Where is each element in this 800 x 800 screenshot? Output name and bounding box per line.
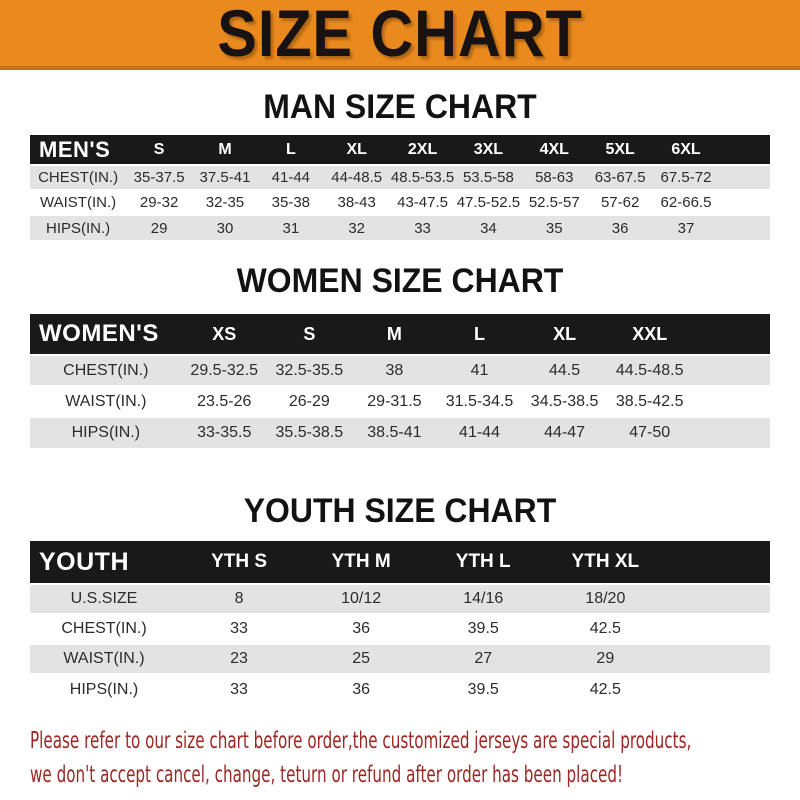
- youth-size-chart-section: [0, 492, 800, 704]
- table-row: [30, 190, 770, 215]
- spacer-cell: [692, 314, 770, 355]
- footnote-line-1: Please refer to our size chart before order,the customized jerseys are special products,: [30, 728, 692, 754]
- cell-value: 33: [230, 680, 248, 698]
- spacer-cell: [666, 674, 770, 704]
- spacer-cell: [666, 584, 770, 614]
- table-header-row: [30, 541, 770, 584]
- youth-size-table: [30, 541, 770, 704]
- size-column-header: XL: [553, 323, 577, 344]
- size-column-header: 4XL: [539, 140, 569, 158]
- table-row: [30, 355, 770, 386]
- footnote: [30, 724, 800, 792]
- table-row: [30, 584, 770, 614]
- women-size-table: [30, 314, 770, 448]
- cell-value: 36: [611, 219, 629, 237]
- size-column-header: YTH M: [331, 551, 391, 572]
- size-column-header: XXL: [632, 323, 668, 344]
- row-label: CHEST(IN.): [61, 620, 147, 637]
- cell-value: 44-47: [544, 424, 586, 441]
- youth-section-title: YOUTH SIZE CHART: [243, 492, 557, 530]
- cell-value: 27: [474, 650, 493, 667]
- size-column-header: L: [285, 140, 296, 158]
- cell-value: 38.5-42.5: [615, 392, 684, 410]
- cell-value: 29-32: [139, 194, 179, 211]
- cell-value: 41-44: [271, 169, 311, 186]
- size-column-header: XL: [346, 140, 367, 158]
- size-column-header: 6XL: [671, 140, 701, 158]
- cell-value: 44.5: [549, 361, 581, 379]
- women-section-title: WOMEN SIZE CHART: [236, 262, 564, 300]
- man-size-chart-section: [0, 88, 800, 240]
- cell-value: 32: [348, 219, 366, 237]
- man-size-table: [30, 135, 770, 240]
- cell-value: 36: [352, 680, 371, 698]
- spacer-cell: [719, 135, 770, 165]
- size-column-header: S: [303, 323, 316, 344]
- table-row: [30, 674, 770, 704]
- table-row: [30, 215, 770, 240]
- table-header-label: YOUTH: [39, 547, 129, 576]
- spacer-cell: [692, 417, 770, 448]
- cell-value: 42.5: [589, 680, 621, 698]
- cell-value: 32.5-35.5: [275, 361, 344, 379]
- cell-value: 37.5-41: [199, 169, 251, 186]
- cell-value: 62-66.5: [660, 194, 712, 211]
- spacer-cell: [666, 614, 770, 644]
- cell-value: 42.5: [589, 620, 621, 637]
- cell-value: 33: [414, 219, 431, 237]
- cell-value: 52.5-57: [528, 194, 580, 211]
- table-header-label: MEN'S: [39, 136, 111, 162]
- cell-value: 29.5-32.5: [190, 361, 259, 379]
- cell-value: 33: [230, 620, 248, 637]
- size-column-header: YTH L: [455, 551, 511, 572]
- table-row: [30, 386, 770, 417]
- cell-value: 25: [352, 650, 371, 667]
- cell-value: 23.5-26: [197, 392, 252, 410]
- cell-value: 35: [545, 219, 563, 237]
- cell-value: 35-37.5: [133, 169, 185, 186]
- cell-value: 38-43: [337, 194, 376, 211]
- row-label: CHEST(IN.): [63, 361, 149, 379]
- cell-value: 39.5: [467, 620, 499, 637]
- row-label: HIPS(IN.): [69, 680, 139, 698]
- table-header-row: [30, 314, 770, 355]
- spacer-cell: [666, 644, 770, 674]
- cell-value: 26-29: [288, 392, 330, 410]
- row-label: HIPS(IN.): [71, 424, 141, 441]
- spacer-cell: [692, 355, 770, 386]
- women-size-chart-section: [0, 262, 800, 448]
- row-label: U.S.SIZE: [70, 590, 138, 607]
- size-column-header: M: [218, 140, 232, 158]
- size-column-header: YTH XL: [571, 551, 640, 572]
- cell-value: 23: [230, 650, 248, 667]
- table-header-label: WOMEN'S: [39, 320, 159, 347]
- cell-value: 53.5-58: [462, 169, 514, 186]
- cell-value: 31.5-34.5: [445, 392, 514, 410]
- cell-value: 29-31.5: [367, 392, 422, 410]
- cell-value: 14/16: [463, 590, 504, 607]
- cell-value: 67.5-72: [660, 169, 712, 186]
- cell-value: 35.5-38.5: [275, 424, 344, 441]
- cell-value: 47-50: [629, 424, 671, 441]
- cell-value: 47.5-52.5: [456, 194, 521, 211]
- row-label: WAIST(IN.): [63, 650, 145, 667]
- cell-value: 33-35.5: [197, 424, 252, 441]
- cell-value: 31: [282, 219, 300, 237]
- banner: [0, 0, 800, 70]
- page-title: SIZE CHART: [217, 0, 583, 70]
- row-label: CHEST(IN.): [38, 169, 119, 186]
- size-column-header: YTH S: [211, 551, 268, 572]
- cell-value: 34.5-38.5: [530, 392, 599, 410]
- row-label: WAIST(IN.): [65, 392, 147, 410]
- cell-value: 58-63: [535, 169, 574, 186]
- spacer-cell: [719, 165, 770, 190]
- cell-value: 38: [385, 361, 404, 379]
- footnote-line-2: we don't accept cancel, change, teturn or refund after order has been placed!: [30, 762, 624, 788]
- cell-value: 29: [150, 219, 168, 237]
- row-label: WAIST(IN.): [40, 194, 117, 211]
- cell-value: 10/12: [341, 590, 382, 607]
- spacer-cell: [692, 386, 770, 417]
- table-row: [30, 644, 770, 674]
- cell-value: 35-38: [271, 194, 311, 211]
- cell-value: 8: [234, 590, 244, 607]
- cell-value: 37: [677, 219, 695, 237]
- size-column-header: 2XL: [407, 140, 438, 158]
- cell-value: 18/20: [585, 590, 626, 607]
- cell-value: 41: [470, 361, 489, 379]
- size-column-header: M: [386, 323, 402, 344]
- cell-value: 43-47.5: [397, 194, 448, 211]
- table-row: [30, 165, 770, 190]
- cell-value: 41-44: [459, 424, 500, 441]
- table-row: [30, 614, 770, 644]
- cell-value: 38.5-41: [367, 424, 422, 441]
- man-section-title: MAN SIZE CHART: [263, 88, 537, 126]
- cell-value: 44.5-48.5: [615, 361, 684, 379]
- size-column-header: XS: [212, 323, 237, 344]
- cell-value: 57-62: [600, 194, 640, 211]
- spacer-cell: [719, 190, 770, 215]
- table-header-row: [30, 135, 770, 165]
- cell-value: 39.5: [467, 680, 499, 698]
- cell-value: 34: [480, 219, 497, 237]
- spacer-cell: [666, 541, 770, 584]
- size-column-header: 3XL: [473, 140, 504, 158]
- size-column-header: 5XL: [605, 140, 635, 158]
- cell-value: 48.5-53.5: [390, 169, 455, 186]
- row-label: HIPS(IN.): [46, 219, 111, 237]
- cell-value: 44-48.5: [331, 169, 383, 186]
- cell-value: 29: [596, 650, 615, 667]
- cell-value: 32-35: [205, 194, 245, 211]
- cell-value: 30: [216, 219, 234, 237]
- spacer-cell: [719, 215, 770, 240]
- size-column-header: L: [474, 323, 486, 344]
- size-column-header: S: [153, 140, 165, 158]
- table-row: [30, 417, 770, 448]
- cell-value: 36: [352, 620, 371, 637]
- cell-value: 63-67.5: [594, 169, 646, 186]
